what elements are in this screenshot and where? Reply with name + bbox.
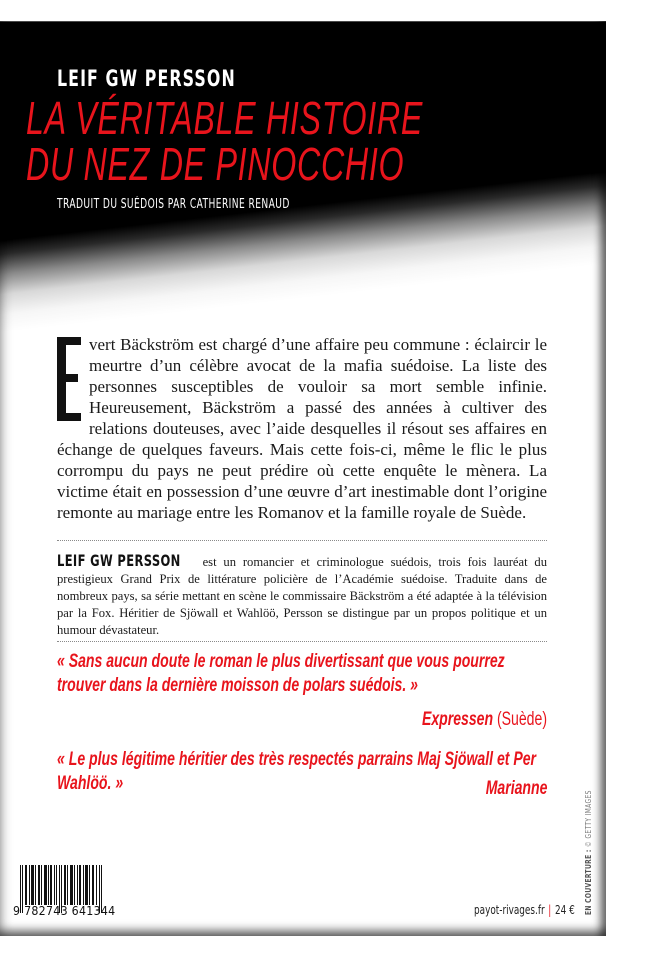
book-title	[26, 92, 424, 190]
publisher-info	[474, 903, 575, 917]
drop-cap-glyph-icon	[57, 337, 81, 421]
book-back-cover	[0, 21, 606, 936]
credit-label: EN COUVERTURE :	[584, 849, 593, 915]
translator-credit: TRADUIT DU SUÉDOIS PAR CATHERINE RENAUD	[57, 197, 290, 212]
summary-text: vert Bäckström est chargé d’une affaire peu commune : éclaircir le meurtre d’un célèbre avocat de la mafia suédoise. La liste des personnes susceptibles de vouloir sa mort semble infinie. Heureusement, Bäckström a passé des années à cultiver des relations douteuses, avec l’aide desquelles il résout ses affaires en échange de quelques faveurs. Mais cette fois-ci, même le flic le plus corrompu du pays ne peut prédire où cette enquête le mènera. La victime était en possession d’une œuvre d’art inestimable dont l’origine remonte au mariage entre les Romanov et la famille royale de Suède.	[57, 335, 547, 522]
author-bio	[57, 552, 547, 639]
press-quote-1	[57, 650, 552, 698]
credit-value: © GETTY IMAGES	[584, 790, 593, 848]
bio-author-name: LEIF GW PERSSON	[57, 551, 181, 570]
cover-photo-credit	[584, 790, 593, 915]
book-summary	[57, 334, 547, 523]
quote-text: « Le plus légitime héritier des très respectés parrains Maj Sjöwall et Per Wahlöö. »	[57, 749, 537, 794]
title-line-1: LA VÉRITABLE HISTOIRE	[26, 92, 424, 144]
isbn-digits: 9 782743 641344	[13, 904, 116, 918]
separator: |	[548, 903, 552, 917]
bio-text: est un romancier et criminologue suédois, trois fois lauréat du prestigieux Grand Prix de littérature policière de l’Académie suédoise. Traduite dans de nombreux pays, sa série mettant en scène le commissaire Bäckström a été adaptée à la télévision par la Fox. Héritier de Sjöwall et Wahlöö, Persson se distingue par un propos politique et un humour dévastateur.	[57, 555, 548, 637]
dotted-divider	[57, 641, 547, 642]
drop-cap-e	[57, 337, 81, 421]
quote-source: Expressen	[421, 709, 494, 730]
price: 24 €	[554, 903, 575, 917]
quote-source-note: (Suède)	[496, 709, 547, 730]
author-name: LEIF GW PERSSON	[57, 67, 236, 92]
publisher-url: payot-rivages.fr	[474, 903, 545, 917]
quote-attribution-2: Marianne	[485, 778, 547, 799]
press-quote-2	[57, 748, 552, 796]
dotted-divider	[57, 540, 547, 541]
title-line-2: DU NEZ DE PINOCCHIO	[26, 138, 405, 190]
quote-attribution-1	[422, 709, 547, 731]
cover-top-edge	[0, 21, 606, 22]
quote-text: « Sans aucun doute le roman le plus divertissant que vous pourrez trouver dans la dernière moisson de polars suédois. »	[57, 651, 505, 696]
